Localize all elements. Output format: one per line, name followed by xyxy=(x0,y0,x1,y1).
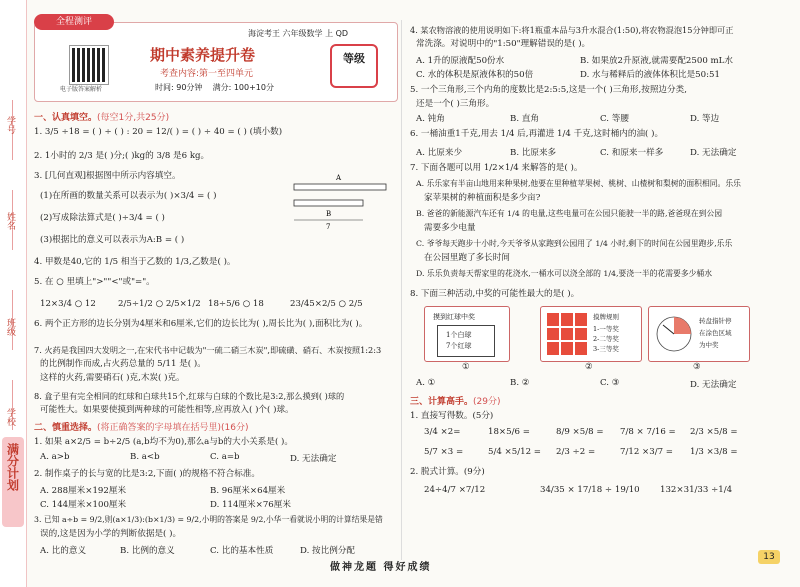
spine-label-id: 学号 xyxy=(5,116,15,134)
option-2-4-d: D. 水与稀释后的液体体积比是50:51 xyxy=(580,70,720,80)
stepcalc-2: 34/35 × 17/18 ÷ 19/10 xyxy=(540,485,640,495)
option-2-6-a: A. 比原来少 xyxy=(416,148,463,158)
question-2-3: 3. 已知 a÷b = 9/2,则(a×1/3):(b×1/3) = 9/2,小明的答案是 9/2,小华一看就说小明的计算结果是错 xyxy=(34,515,383,524)
page-title: 期中素养提升卷 xyxy=(150,46,256,64)
calc-5: 2/3 ×5/8 = xyxy=(690,427,738,437)
question-1-1: 1. 3/5 ÷18 = ( ) ÷ ( ) : 20 = 12/( ) = ( ) ÷ 40 = ( ) (填小数) xyxy=(34,127,283,137)
card-rule-1: 1-一等奖 xyxy=(593,325,619,333)
spinner-text-3: 为中奖 xyxy=(699,341,719,349)
question-1-7b: 的比例制作而成,占火药总量的 5/11 是( )。 xyxy=(40,359,206,369)
spinner-text-1: 转盘指针停 xyxy=(699,317,732,325)
calc-4: 7/8 × 7/16 = xyxy=(620,427,676,437)
compare-item-2: 2/5÷1/2 ○ 2/5×1/2 xyxy=(118,299,201,309)
option-2-7-a: A. 乐乐家有半亩山地用来种果树,他要在里种植苹果树、桃树、山楂树和梨树的面积相同。乐乐 xyxy=(416,179,741,188)
option-2-7-b: B. 爸爸的新能源汽车还有 1/4 的电量,这些电量可在公园只能驶一半的路,爸爸现在到公园 xyxy=(416,209,723,218)
card xyxy=(575,342,587,355)
tagline-badge: 全程测评 xyxy=(34,14,114,30)
option-2-5-b: B. 直角 xyxy=(510,114,539,124)
option-2-8-c: C. ③ xyxy=(600,378,620,388)
card-rule-2: 2-二等奖 xyxy=(593,335,619,343)
bar-a xyxy=(294,184,386,190)
compare-item-4: 23/45×2/5 ○ 2/5 xyxy=(290,299,363,309)
calc-9: 7/12 ×3/7 = xyxy=(620,447,673,457)
calc-2: 18×5/6 = xyxy=(488,427,530,437)
option-2-7-d: D. 乐乐负责每天帮家里的花浇水,一桶水可以浇全部的 1/4,要浇一半的花需要多少桶水 xyxy=(416,269,713,278)
spine-brand-logo: 满分计划 xyxy=(2,437,24,527)
activity-1-title: 摸到红球中奖 xyxy=(433,313,475,321)
option-2-7-b2: 需要多少电量 xyxy=(424,223,476,233)
option-2-5-d: D. 等边 xyxy=(690,114,720,124)
card-rule-title: 摸牌规则 xyxy=(593,313,619,321)
option-2-8-b: B. ② xyxy=(510,378,530,388)
option-2-1-d: D. 无法确定 xyxy=(290,454,337,464)
card xyxy=(547,342,559,355)
red-ball-count: 7个红球 xyxy=(446,342,472,350)
activity-num-3: ③ xyxy=(693,362,701,372)
qr-code-icon xyxy=(70,46,108,84)
option-2-3-a: A. 比的意义 xyxy=(40,546,87,556)
spinner-text-2: 在涂色区域 xyxy=(699,329,732,337)
activity-box-3 xyxy=(648,306,750,362)
question-2-6: 6. 一桶油重1千克,用去 1/4 后,再灌进 1/4 千克,这时桶内的油( )。 xyxy=(410,129,664,139)
bar-diagram xyxy=(290,172,390,232)
card-grid xyxy=(547,313,587,355)
question-2-8: 8. 下面三种活动,中奖的可能性最大的是( )。 xyxy=(410,289,580,299)
option-2-5-a: A. 钝角 xyxy=(416,114,445,124)
compare-item-1: 12×3/4 ○ 12 xyxy=(40,299,96,309)
activity-num-2: ② xyxy=(585,362,593,372)
time-info: 时间: 90分钟 xyxy=(155,83,203,92)
white-ball-count: 1个白球 xyxy=(446,331,472,339)
question-1-8: 8. 盒子里有完全相同的红球和白球共15个,红球与白球的个数比是3:2,那么摸到( )球的 xyxy=(34,391,345,401)
calc-10: 1/3 ×3/8 = xyxy=(690,447,738,457)
card-rule-3: 3-三等奖 xyxy=(593,345,619,353)
section-2-title: 二、慎重选择。(将正确答案的字母填在括号里)(16分) xyxy=(34,423,249,433)
spine-label-class: 班级 xyxy=(5,318,15,336)
card xyxy=(547,313,559,326)
card xyxy=(575,328,587,341)
bar-label-a: A xyxy=(336,174,342,182)
option-2-6-d: D. 无法确定 xyxy=(690,148,737,158)
option-2-3-d: D. 按比例分配 xyxy=(300,546,356,556)
compare-item-3: 18÷5/6 ○ 18 xyxy=(208,299,264,309)
score-info: 满分: 100+10分 xyxy=(212,83,274,92)
question-1-8b: 可能性大。如果要使摸到两种球的可能性相等,应再放入( )个( )球。 xyxy=(40,405,294,415)
bar-b xyxy=(294,200,363,206)
option-2-7-c: C. 爷爷每天跑步十小时,今天爷爷从家跑到公园用了 1/4 小时,剩下的时间在公园里跑步,乐乐 xyxy=(416,239,733,248)
option-2-6-c: C. 和原来一样多 xyxy=(600,148,664,158)
option-2-3-c: C. 比的基本性质 xyxy=(210,546,274,556)
footer-slogan: 做神龙题 得好成绩 xyxy=(330,562,432,573)
question-1-7c: 这样的火药,需要硝石( )克,木炭( )克。 xyxy=(40,373,185,383)
option-2-8-a: A. ① xyxy=(416,378,436,388)
option-2-7-a2: 家苹果树的种植面积是多少亩? xyxy=(424,193,541,203)
page-number: 13 xyxy=(758,550,780,564)
option-2-1-b: B. a<b xyxy=(130,452,160,462)
option-2-4-b: B. 如果放2升原液,就需要配2500 mL水 xyxy=(580,56,733,66)
option-2-2-d: D. 114厘米×76厘米 xyxy=(210,500,291,510)
question-2-1: 1. 如果 a×2/5 = b÷2/5 (a,b均不为0),那么a与b的大小关系是( )。 xyxy=(34,437,293,447)
option-2-4-c: C. 水的体积是原液体积的50倍 xyxy=(416,70,534,80)
bar-label-7: 7 xyxy=(326,223,331,231)
question-2-3b: 误的,这是因为小学的判断依据是( )。 xyxy=(40,529,182,539)
stepcalc-1: 24÷4/7 ×7/12 xyxy=(424,485,486,495)
qr-caption: 电子版答案解析 xyxy=(60,86,103,93)
question-2-5b: 还是一个( )三角形。 xyxy=(416,99,495,109)
activity-box-1 xyxy=(424,306,510,362)
bar-label-b: B xyxy=(326,210,332,218)
spine-label-school: 学校 xyxy=(5,408,15,426)
brand-line: 海淀考王 六年级数学 上 QD xyxy=(248,29,349,38)
spinner-icon xyxy=(655,315,693,353)
option-2-2-c: C. 144厘米×100厘米 xyxy=(40,500,127,510)
card xyxy=(575,313,587,326)
grade-box: 等级 xyxy=(330,44,378,88)
option-2-4-a: A. 1升的原液配50份水 xyxy=(416,56,505,66)
option-2-2-b: B. 96厘米×64厘米 xyxy=(210,486,286,496)
question-2-4b: 常洗涤。对说明中的"1:50"理解错误的是( )。 xyxy=(416,39,591,49)
question-1-4: 4. 甲数是40,它的 1/5 相当于乙数的 1/3,乙数是( )。 xyxy=(34,257,236,267)
question-2-7: 7. 下面各题可以用 1/2×1/4 来解答的是( )。 xyxy=(410,163,583,173)
option-2-3-b: B. 比例的意义 xyxy=(120,546,175,556)
calc-3: 8/9 ×5/8 = xyxy=(556,427,604,437)
calc-1: 3/4 ×2= xyxy=(424,427,461,437)
activity-box-2 xyxy=(540,306,642,362)
activity-num-1: ① xyxy=(462,362,470,372)
section-3-title: 三、计算高手。(29分) xyxy=(410,397,501,407)
ball-box xyxy=(437,325,495,357)
question-2-2: 2. 制作桌子的长与宽的比是3:2,下面( )的规格不符合标准。 xyxy=(34,469,260,479)
card xyxy=(561,342,573,355)
question-1-3a: (1)在所画的数量关系可以表示为( )×3/4 = ( ) xyxy=(40,191,217,201)
question-1-3: 3. [几何直观]根据图中所示内容填空。 xyxy=(34,171,181,181)
exam-scope: 考查内容:第一至四单元 xyxy=(160,69,254,79)
calc-7: 5/4 ×5/12 = xyxy=(488,447,541,457)
question-1-7: 7. 火药是我国四大发明之一,在宋代书中记载为"一硫二硝三木炭",即硫磺、硝石、木炭按照1:2:3 xyxy=(34,345,382,355)
option-2-1-a: A. a>b xyxy=(40,452,70,462)
stepcalc-3: 132×31/33 ÷1/4 xyxy=(660,485,733,495)
section-1-title: 一、认真填空。(每空1分,共25分) xyxy=(34,113,170,123)
card xyxy=(547,328,559,341)
binding-spine xyxy=(0,0,27,587)
option-2-1-c: C. a=b xyxy=(210,452,240,462)
card xyxy=(561,328,573,341)
spine-label-name: 姓名 xyxy=(5,212,15,230)
calc-6: 5/7 ×3 = xyxy=(424,447,464,457)
exam-meta xyxy=(155,82,274,93)
question-1-6: 6. 两个正方形的边长分别为4厘米和6厘米,它们的边长比为( ),周长比为( ),面积比为( )。 xyxy=(34,319,368,329)
question-1-5: 5. 在 ○ 里填上">""<"或"="。 xyxy=(34,277,155,287)
page-divider xyxy=(401,20,402,560)
question-2-5: 5. 一个三角形,三个内角的度数比是2:5:5,这是一个( )三角形,按照边分类, xyxy=(410,85,687,95)
option-2-2-a: A. 288厘米×192厘米 xyxy=(40,486,127,496)
question-3-2: 2. 脱式计算。(9分) xyxy=(410,467,485,477)
card xyxy=(561,313,573,326)
option-2-5-c: C. 等腰 xyxy=(600,114,629,124)
question-3-1: 1. 直接写得数。(5分) xyxy=(410,411,494,421)
question-2-4: 4. 某农物溶液的使用说明如下:将1瓶重本品与3升水混合(1:50),将农物混泡15分钟即可正 xyxy=(410,25,734,35)
option-2-6-b: B. 比原来多 xyxy=(510,148,557,158)
question-1-2: 2. 1小时的 2/3 是( )分;( )kg的 3/8 是6 kg。 xyxy=(34,151,210,161)
question-1-3c: (3)根据比的意义可以表示为A:B = ( ) xyxy=(40,235,185,245)
calc-8: 2/3 ÷2 = xyxy=(556,447,596,457)
question-1-3b: (2)写成除法算式是( )÷3/4 = ( ) xyxy=(40,213,165,223)
option-2-8-d: D. 无法确定 xyxy=(690,380,737,390)
option-2-7-c2: 在公园里跑了多长时间 xyxy=(424,253,510,263)
